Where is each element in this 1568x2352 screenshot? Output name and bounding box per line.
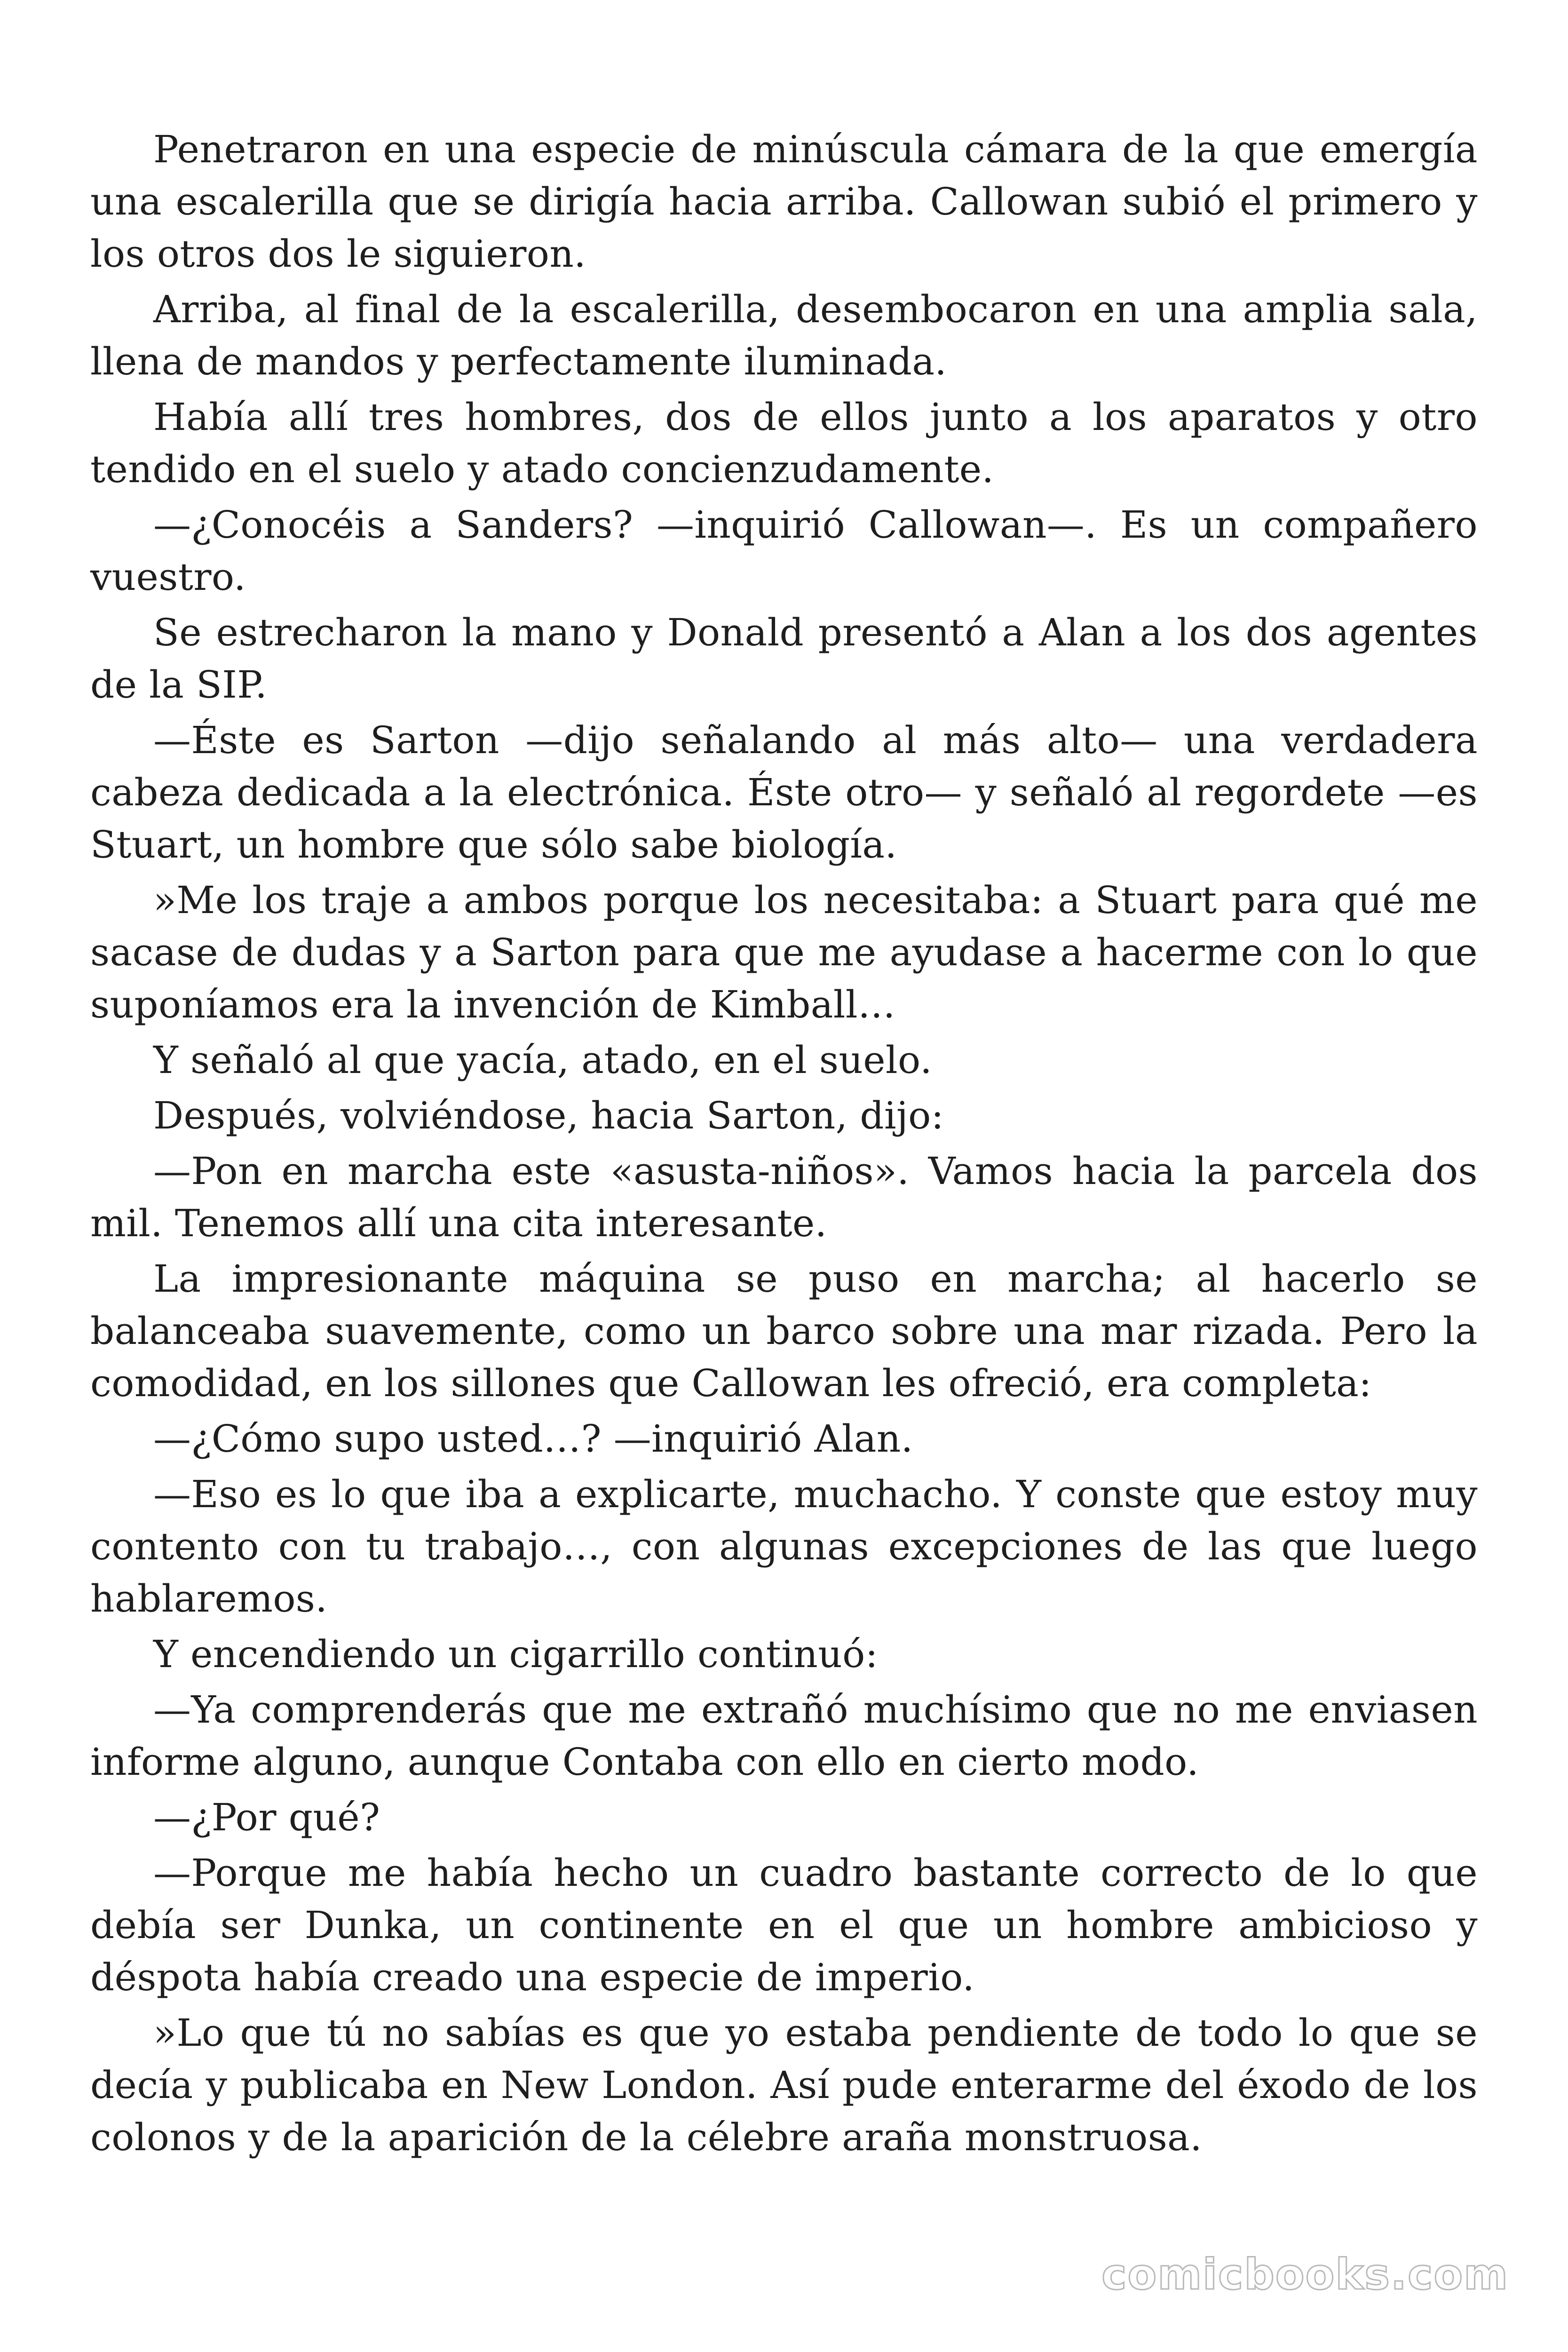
book-page-text bbox=[90, 123, 1478, 2167]
paragraph: —Pon en marcha este «asusta-niños». Vamos hacia la parcela dos mil. Tenemos allí una cita interesante. bbox=[90, 1149, 1478, 1245]
paragraph: —Éste es Sarton —dijo señalando al más alto— una verdadera cabeza dedicada a la electrónica. Éste otro— y señaló al regordete —es Stuart, un hombre que sólo sabe biología. bbox=[90, 718, 1478, 866]
paragraph: —Eso es lo que iba a explicarte, muchacho. Y conste que estoy muy contento con tu trabajo…, con algunas excepciones de las que luego hablaremos. bbox=[90, 1472, 1478, 1621]
paragraph: Penetraron en una especie de minúscula cámara de la que emergía una escalerilla que se dirigía hacia arriba. Callowan subió el primero y los otros dos le siguieron. bbox=[90, 127, 1478, 276]
watermark-text: comicbooks.com bbox=[1101, 2250, 1509, 2299]
paragraph: Y señaló al que yacía, atado, en el suelo. bbox=[153, 1038, 933, 1082]
paragraph: —¿Cómo supo usted…? —inquirió Alan. bbox=[153, 1417, 913, 1461]
paragraph: Se estrecharon la mano y Donald presentó a Alan a los dos agentes de la SIP. bbox=[90, 611, 1478, 707]
paragraph: Y encendiendo un cigarrillo continuó: bbox=[153, 1632, 879, 1676]
paragraph: —¿Conocéis a Sanders? —inquirió Callowan—. Es un compañero vuestro. bbox=[90, 503, 1478, 599]
paragraph: »Me los traje a ambos porque los necesitaba: a Stuart para qué me sacase de dudas y a Sarton para que me ayudase a hacerme con lo que suponíamos era la invención de Kimball… bbox=[90, 878, 1478, 1026]
paragraph: Había allí tres hombres, dos de ellos junto a los aparatos y otro tendido en el suelo y atado concienzudamente. bbox=[90, 395, 1478, 491]
paragraph: —Porque me había hecho un cuadro bastante correcto de lo que debía ser Dunka, un continente en el que un hombre ambicioso y déspota había creado una especie de imperio. bbox=[90, 1851, 1478, 1999]
paragraph: »Lo que tú no sabías es que yo estaba pendiente de todo lo que se decía y publicaba en New London. Así pude enterarme del éxodo de los colonos y de la aparición de la célebre araña monstruosa. bbox=[90, 2011, 1478, 2159]
paragraph: La impresionante máquina se puso en marcha; al hacerlo se balanceaba suavemente, como un barco sobre una mar rizada. Pero la comodidad, en los sillones que Callowan les ofreció, era completa: bbox=[90, 1257, 1478, 1405]
paragraph: —Ya comprenderás que me extrañó muchísimo que no me enviasen informe alguno, aunque Contaba con ello en cierto modo. bbox=[90, 1688, 1478, 1784]
paragraph: —¿Por qué? bbox=[153, 1796, 380, 1839]
paragraph: Después, volviéndose, hacia Sarton, dijo: bbox=[153, 1094, 944, 1137]
paragraph: Arriba, al final de la escalerilla, desembocaron en una amplia sala, llena de mandos y perfectamente iluminada. bbox=[90, 287, 1478, 383]
